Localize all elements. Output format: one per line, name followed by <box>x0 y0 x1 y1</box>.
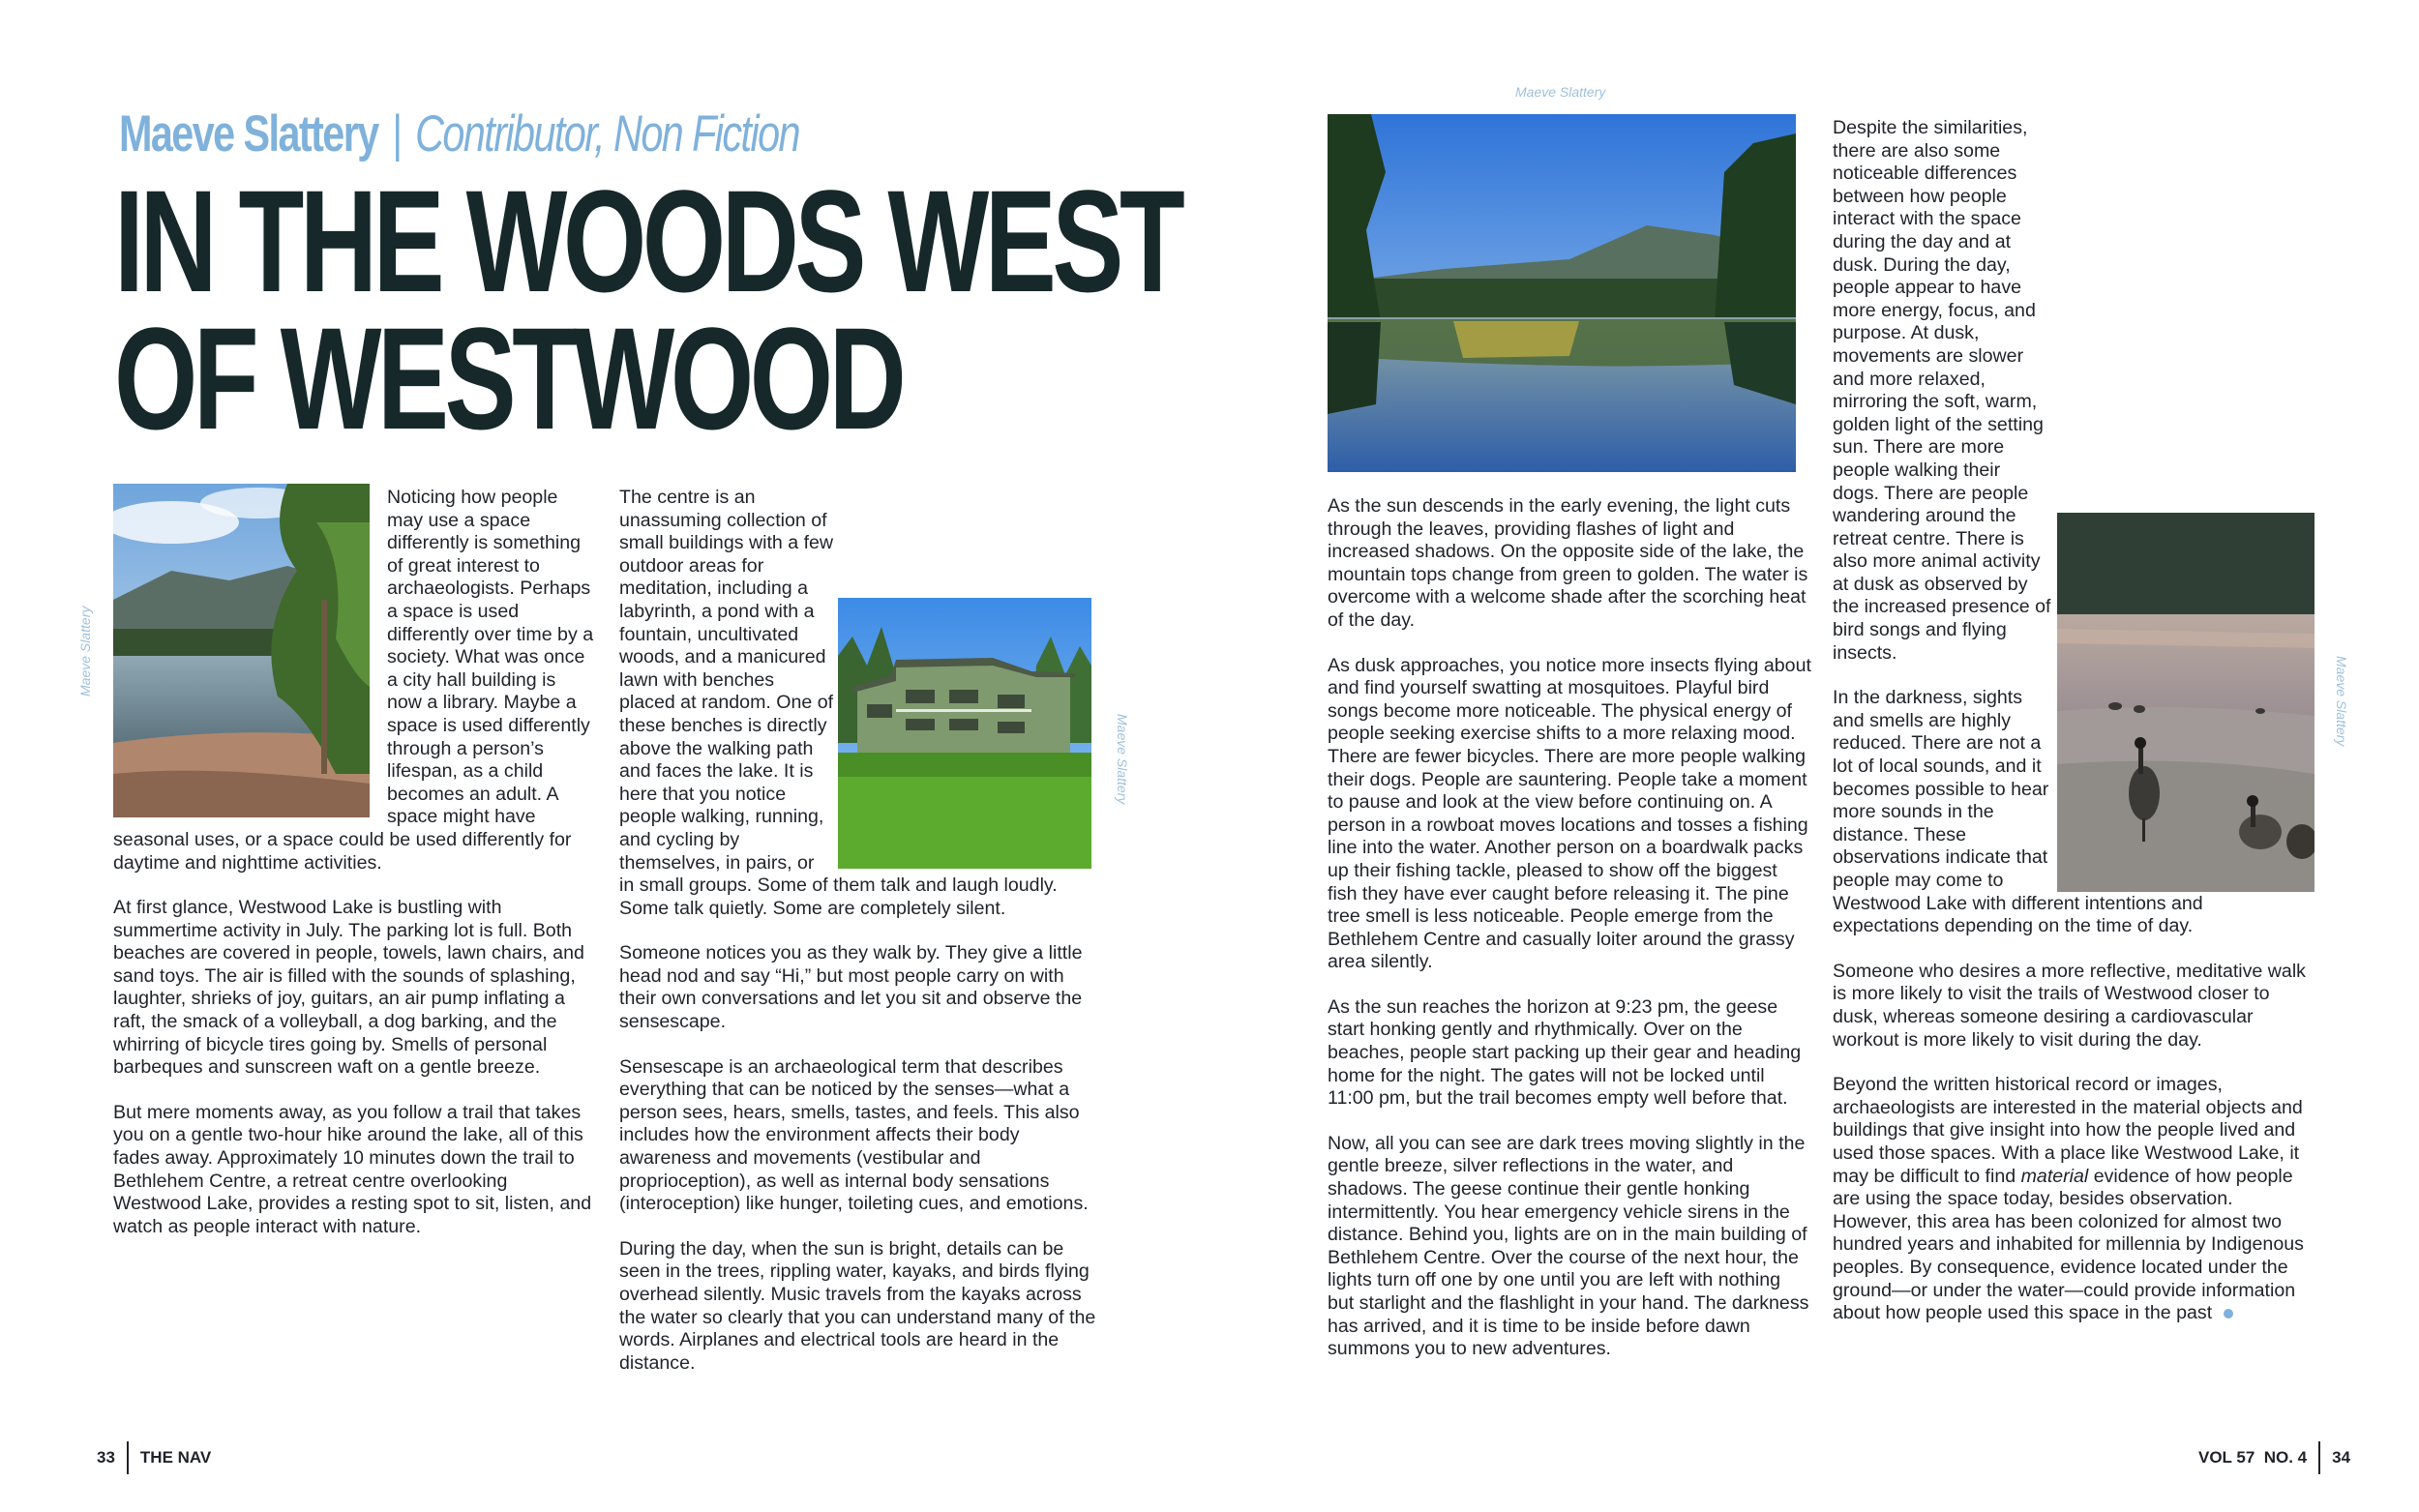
author-name: Maeve Slattery <box>119 105 378 163</box>
photo-2-float-space <box>834 598 1103 871</box>
col2-paragraph-1: The centre is an unassuming collection of small buildings with a few outdoor areas for meditation, including a labyrinth, a pond with a fountain, uncultivated woods, and a manicured lawn with benches placed at random. One of these benches is directly above the walking path and faces the lake. It is here that you notice people walking, running, and cycling by themselves, in pairs, or in small groups. Some of them talk and laugh loudly. Some talk quietly. Some are completely silent. <box>619 487 1058 919</box>
photo-credit-4: Maeve Slattery <box>2334 656 2349 747</box>
byline-separator: | <box>392 105 402 163</box>
photo-credit-1: Maeve Slattery <box>77 606 93 697</box>
article-title <box>114 160 1181 460</box>
col4-paragraph-1: Despite the similarities, there are also some noticeable differences between how people interact with the space during the day and at dusk. During the day, people appear to have more energy, focus, and purpose. At dusk, movements are slower and more relaxed, mirroring the soft, warm, golden light of the setting sun. There are more people walking their dogs. There are people wandering around the retreat centre. There is also more animal activity at dusk as observed by the increased presence of bird songs and flying insects. <box>1833 117 2051 664</box>
col1-paragraph-3: But mere moments away, as you follow a trail that takes you on a gentle two-hour hike around the lake, all of this fades away. Approximately 10 minutes down the trail to Bethlehem Centre, a retreat centre overlooking Westwood Lake, provides a resting spot to sit, listen, and watch as people interact with nature. <box>113 1101 592 1237</box>
col2-paragraph-2: Someone notices you as they walk by. They give a little head nod and say “Hi,” but most people carry on with their own conversations and let you sit and observe the sensescape. <box>619 942 1083 1033</box>
photo-4-float-space <box>2051 513 2314 892</box>
col4-paragraph-4-em: material <box>2020 1165 2089 1187</box>
column-2 <box>619 487 1103 1375</box>
photo-1-float-space <box>113 487 387 817</box>
column-3 <box>1328 495 1811 1361</box>
photo-credit-2: Maeve Slattery <box>1115 714 1130 805</box>
title-line-2: OF WESTWOOD <box>114 297 903 460</box>
col1-paragraph-2: At first glance, Westwood Lake is bustling with summertime activity in July. The parking lot is full. Both beaches are covered in people, towels, lawn chairs, and sand toys. The air is filled with the sounds of splashing, laughter, shrieks of joy, guitars, an air pump inflating a raft, the smack of a volleyball, a dog barking, and the whirring of bicycle tires going by. Smells of personal barbeques and sunscreen waft on a gentle breeze. <box>113 897 584 1079</box>
col2-paragraph-3: Sensescape is an archaeological term that describes everything that can be noticed by the senses—what a person sees, hears, smells, tastes, and feels. This also includes how the environment affects their body awareness and movements (vestibular and proprioception), as well as internal body sensations (interoception) like hunger, toileting cues, and emotions. <box>619 1055 1089 1215</box>
publication-name: THE NAV <box>139 1448 212 1467</box>
footer-divider-left <box>127 1441 129 1474</box>
byline <box>119 104 799 163</box>
col2-paragraph-4: During the day, when the sun is bright, details can be seen in the trees, rippling water, kayaks, and birds flying overhead silently. Music travels from the kayaks across the water so clearly that you can understand many of the words. Airplanes and electrical tools are heard in the distance. <box>619 1237 1096 1374</box>
end-mark-dot-icon <box>2224 1309 2233 1319</box>
col3-paragraph-4: Now, all you can see are dark trees moving slightly in the gentle breeze, silver reflections in the water, and shadows. The geese continue their gentle honking intermittently. You hear emergency vehicle sirens in the distance. Behind you, lights are on in the main building of Bethlehem Centre. Over the course of the next hour, the lights turn off one by one until you are left with nothing but starlight and the flashlight in your hand. The darkness has arrived, and it is time to be inside before dawn summons you to new adventures. <box>1328 1132 1809 1360</box>
photo-lake-reflection <box>1328 114 1796 472</box>
author-role: Contributor, Non Fiction <box>415 105 799 163</box>
col4-paragraph-2: In the darkness, sights and smells are highly reduced. There are not a lot of local sounds, and it becomes possible to hear more sounds in the distance. These observations indicate that people may come to Westwood Lake with different intentions and expectations depending on the time of day. <box>1833 687 2203 937</box>
col4-paragraph-4 <box>1833 1074 2314 1325</box>
footer-right <box>2198 1441 2350 1474</box>
column-4 <box>1833 117 2314 1325</box>
page-number-left: 33 <box>97 1448 115 1467</box>
footer-divider-right <box>2318 1441 2320 1474</box>
col1-paragraph-1: Noticing how people may use a space differently is something of great interest to archaeologists. Perhaps a space is used differently over time by a society. What was once a city hall building is now a library. Maybe a space is used differently through a person’s lifespan, as a child becomes an adult. A space might have seasonal uses, or a space could be used differently for daytime and nighttime activities. <box>113 487 594 874</box>
col3-paragraph-1: As the sun descends in the early evening, the light cuts through the leaves, providing flashes of light and increased shadows. On the opposite side of the lake, the mountain tops change from green to golden. The water is overcome with a welcome shade after the scorching heat of the day. <box>1328 495 1808 631</box>
page-number-right: 34 <box>2332 1448 2351 1467</box>
col3-paragraph-2: As dusk approaches, you notice more insects flying about and find yourself swatting at mosquitoes. Playful bird songs become more noticeable. The physical energy of people seeking exercise shifts to a more relaxing mood. There are fewer bicycles. There are more people walking their dogs. People are sauntering. People take a moment to pause and look at the view before continuing on. A person in a rowboat moves locations and tosses a fishing line into the water. Another person on a boardwalk packs up their fishing tackle, pleased to show off the biggest fish they have ever caught before releasing it. The pine tree smell is less noticeable. People emerge from the Bethlehem Centre and casually loiter around the grassy area silently. <box>1328 654 1811 973</box>
column-1 <box>113 487 594 1238</box>
col4-paragraph-4-b: evidence of how people are using the space today, besides observation. However, this area has been colonized for almost two hundred years and inhabited for millennia by Indigenous peoples. By consequence, evidence located under the ground—or under the water—could provide information about how people used this space in the past <box>1833 1165 2304 1324</box>
col4-paragraph-3: Someone who desires a more reflective, meditative walk is more likely to visit the trails of Westwood closer to dusk, whereas someone desiring a cardiovascular workout is more likely to visit during the day. <box>1833 960 2306 1051</box>
title-line-1: IN THE WOODS WEST <box>114 160 1181 322</box>
footer-left <box>97 1441 211 1474</box>
volume-issue: VOL 57 NO. 4 <box>2198 1448 2308 1467</box>
col4-paragraph-4-a: Beyond the written historical record or images, archaeologists are interested in the material objects and buildings that give insight into how the people lived and used those spaces. With a place like Westwood Lake, it may be difficult to find <box>1833 1074 2303 1187</box>
photo-credit-3: Maeve Slattery <box>1515 84 1606 100</box>
col3-paragraph-3: As the sun reaches the horizon at 9:23 pm, the geese start honking gently and rhythmically. Over on the beaches, people start packing up their gear and heading home for the night. The gates will not be locked until 11:00 pm, but the trail becomes empty well before that. <box>1328 995 1802 1110</box>
